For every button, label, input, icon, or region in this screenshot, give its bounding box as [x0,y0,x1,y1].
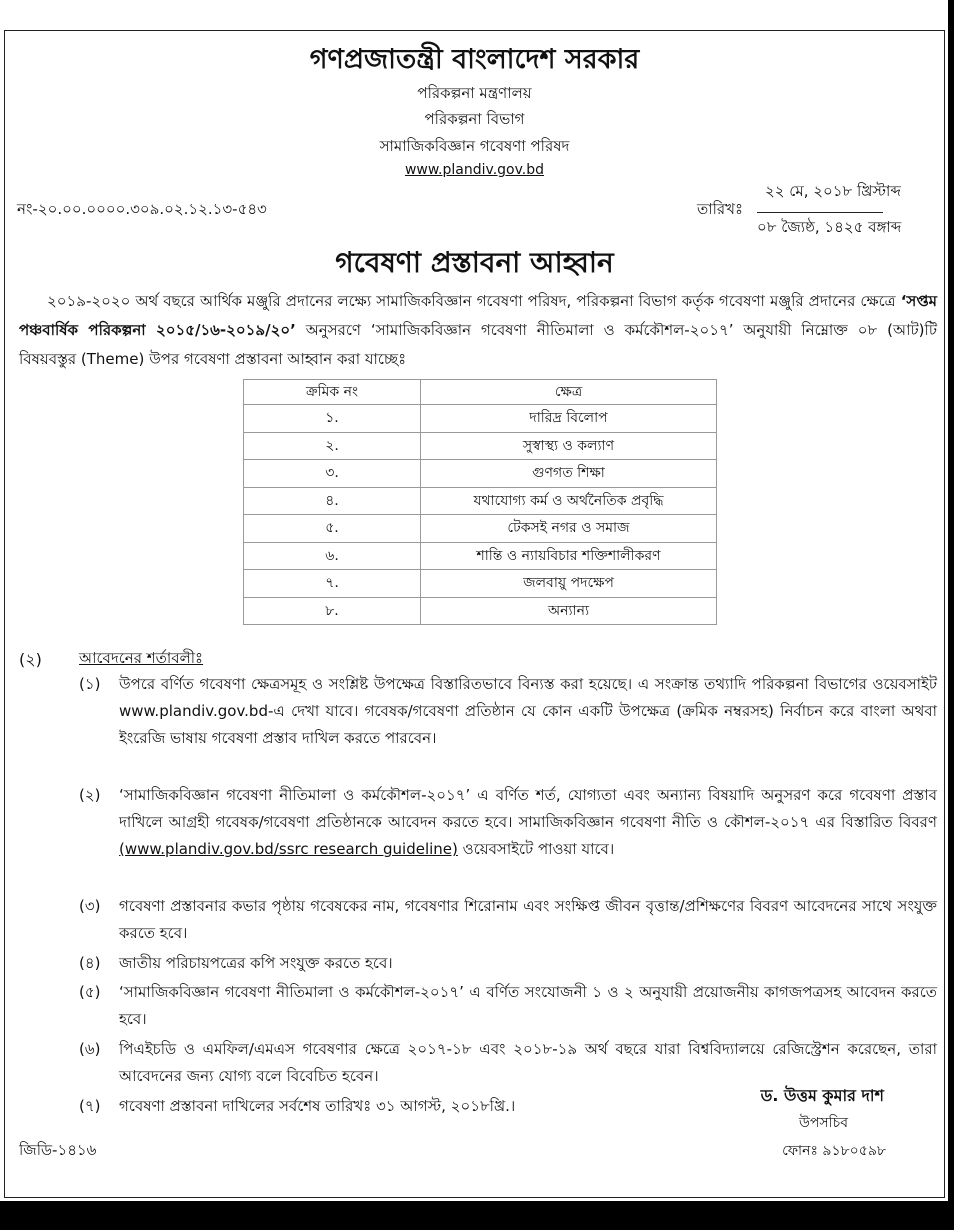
column-header-area: ক্ষেত্র [421,380,717,405]
conditions-section-number: (২) [19,650,42,669]
condition-text: উপরে বর্ণিত গবেষণা ক্ষেত্রসমূহ ও সংশ্লিষ্ট উপক্ষেত্র বিস্তারিতভাবে বিন্যস্ত করা হয়েছে। এ সংক্রান্ত তথ্যাদি পরিকল্পনা বিভাগের ওয়েবসাইট www.plandiv.gov.bd-এ দেখা যাবে। গবেষক/গবেষণা প্রতিষ্ঠান যে কোন একটি উপক্ষেত্র (ক্রমিক নম্বরসহ) নির্বাচন করে বাংলা অথবা ইংরেজি ভাষায় গবেষণা প্রস্তাব দাখিল করতে পারবেন। [119,675,937,747]
serial-cell: ১. [244,405,421,433]
serial-cell: ২. [244,432,421,460]
area-cell: শান্তি ও ন্যায়বিচার শক্তিশালীকরণ [421,542,717,570]
signatory-designation: উপসচিব [798,1115,848,1131]
intro-plan-name: ‘সপ্তম পঞ্চবার্ষিক পরিকল্পনা ২০১৫/১৬-২০১৯/২০’ [19,292,937,339]
page-shadow-right [948,0,954,1206]
date-gregorian: ২২ মে, ২০১৮ খ্রিস্টাব্দ [765,182,901,200]
serial-cell: ৩. [244,460,421,488]
area-cell: টেকসই নগর ও সমাজ [421,515,717,543]
date-bangla: ০৮ জ্যৈষ্ঠ, ১৪২৫ বঙ্গাব্দ [757,218,902,236]
area-cell: দারিদ্র বিলোপ [421,405,717,433]
gd-number: জিডি-১৪১৬ [19,1141,97,1159]
condition-number: (৩) [79,897,101,915]
condition-text: জাতীয় পরিচায়পত্রের কপি সংযুক্ত করতে হবে। [119,954,393,972]
condition-item [79,893,937,949]
condition-text: গবেষণা প্রস্তাবনা দাখিলের সর্বশেষ তারিখঃ ৩১ আগস্ট, ২০১৮খ্রি.। [119,1097,516,1115]
condition-text [119,782,937,863]
table-row [244,542,717,570]
date-label: তারিখঃ [697,200,743,218]
area-cell: গুণগত শিক্ষা [421,460,717,488]
notice-title: গবেষণা প্রস্তাবনা আহ্বান [335,246,614,279]
government-heading: গণপ্রজাতন্ত্রী বাংলাদেশ সরকার [309,44,640,75]
table-row [244,432,717,460]
date-divider [757,212,883,213]
condition-text-part: ওয়েবসাইটে পাওয়া যাবে। [457,840,615,858]
condition-number: (৫) [79,983,101,1001]
condition-text: ‘সামাজিকবিজ্ঞান গবেষণা নীতিমালা ও কর্মকৌশল-২০১৭’ এ বর্ণিত সংযোজনী ১ ও ২ অনুযায়ী প্রয়োজনীয় কাগজপত্রসহ আবেদন করতে হবে। [119,983,937,1028]
condition-text: গবেষণা প্রস্তাবনার কভার পৃষ্ঠায় গবেষকের নাম, গবেষণার শিরোনাম এবং সংক্ষিপ্ত জীবন বৃত্তান্ত/প্রশিক্ষণের বিবরণ আবেদনের সাথে সংযুক্ত করতে হবে। [119,897,937,942]
area-cell: সুস্বাস্থ্য ও কল্যাণ [421,432,717,460]
table-row [244,460,717,488]
intro-text-2: অনুসরণে ‘সামাজিকবিজ্ঞান গবেষণা নীতিমালা ও কর্মকৌশল-২০১৭’ অনুযায়ী নিম্নোক্ত ০৮ (আট)টি বিষয়বস্তুর (Theme) উপর গবেষণা প্রস্তাবনা আহ্বান করা যাচ্ছেঃ [19,321,937,368]
condition-text: পিএইচডি ও এমফিল/এমএস গবেষণার ক্ষেত্রে ২০১৭-১৮ এবং ২০১৮-১৯ অর্থ বছরে যারা বিশ্ববিদ্যালয়ে রেজিস্ট্রেশন করেছেন, তারা আবেদনের জন্য যোগ্য বলে বিবেচিত হবেন। [119,1040,937,1085]
council-name: সামাজিকবিজ্ঞান গবেষণা পরিষদ [379,137,570,155]
notice-page [4,30,945,1198]
guideline-link[interactable]: (www.plandiv.gov.bd/ssrc research guideline) [119,840,458,858]
area-cell: জলবায়ু পদক্ষেপ [421,570,717,598]
table-row [244,405,717,433]
serial-cell: ৮. [244,597,421,625]
division-name: পরিকল্পনা বিভাগ [424,110,525,128]
area-cell: অন্যান্য [421,597,717,625]
condition-number: (৬) [79,1040,101,1058]
table-header-row [244,380,717,405]
area-cell: যথাযোগ্য কর্ম ও অর্থনৈতিক প্রবৃদ্ধি [421,487,717,515]
condition-item [79,950,937,978]
condition-item [79,782,937,892]
serial-cell: ৬. [244,542,421,570]
condition-text-part: ‘সামাজিকবিজ্ঞান গবেষণা নীতিমালা ও কর্মকৌশল-২০১৭’ এ বর্ণিত শর্ত, যোগ্যতা এবং অন্যান্য বিষয়াদি অনুসরণ করে গবেষণা প্রস্তাব দাখিলে আগ্রহী গবেষক/গবেষণা প্রতিষ্ঠানকে আবেদন করতে হবে। সামাজিকবিজ্ঞান গবেষণা নীতি ও কৌশল-২০১৭ এর বিস্তারিত বিবরণ [119,786,937,831]
table-row [244,570,717,598]
signatory-phone: ফোনঃ ৯১৮০৫৯৮ [782,1143,886,1159]
themes-table [243,379,717,625]
table-row [244,487,717,515]
condition-number: (৭) [79,1097,101,1115]
condition-number: (৪) [79,954,101,972]
conditions-title: আবেদনের শর্তাবলীঃ [79,649,204,667]
memo-number: নং-২০.০০.০০০০.৩০৯.০২.১২.১৩-৫৪৩ [17,200,267,218]
intro-paragraph [19,287,937,374]
condition-item [79,671,937,781]
condition-item [79,979,937,1035]
serial-cell: ৭. [244,570,421,598]
serial-cell: ৪. [244,487,421,515]
signatory-name: ড. উত্তম কুমার দাশ [760,1086,884,1105]
page-shadow-bottom [0,1201,954,1230]
condition-number: (২) [79,786,101,804]
condition-number: (১) [79,675,101,693]
ministry-name: পরিকল্পনা মন্ত্রণালয় [417,84,532,102]
table-row [244,597,717,625]
table-row [244,515,717,543]
intro-text-1: ২০১৯-২০২০ অর্থ বছরে আর্থিক মঞ্জুরি প্রদানের লক্ষ্যে সামাজিকবিজ্ঞান গবেষণা পরিষদ, পরিকল্পনা বিভাগ কর্তৃক গবেষণা মঞ্জুরি প্রদানের ক্ষেত্রে [47,292,901,310]
website-link[interactable]: www.plandiv.gov.bd [404,162,545,178]
serial-cell: ৫. [244,515,421,543]
column-header-serial: ক্রমিক নং [244,380,421,405]
